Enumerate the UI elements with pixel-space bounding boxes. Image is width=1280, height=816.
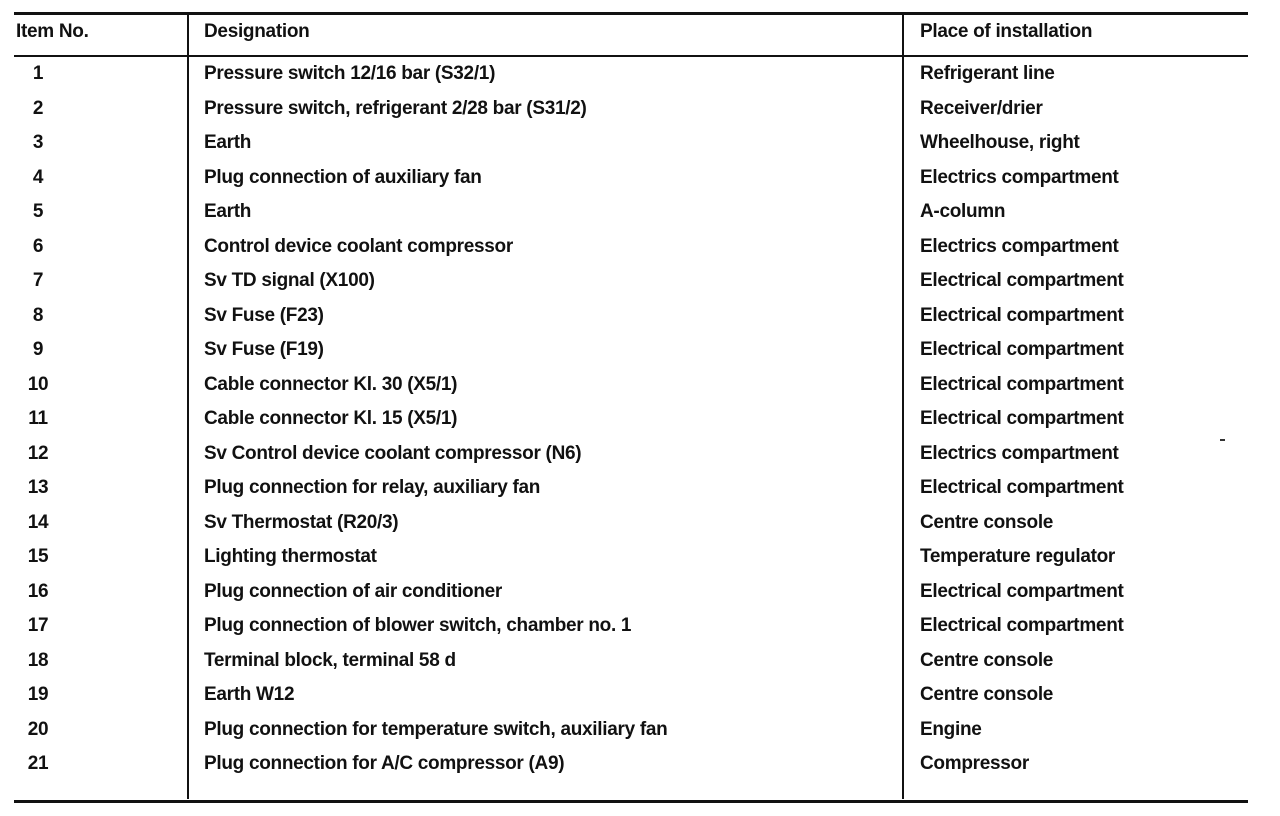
place-cell: Electrical compartment <box>920 304 1124 326</box>
designation-cell: Lighting thermostat <box>204 546 377 567</box>
table-row <box>14 336 1248 371</box>
table-row <box>14 750 1248 785</box>
place-cell: Electrical compartment <box>920 477 1124 498</box>
place-cell: Wheelhouse, right <box>920 132 1080 153</box>
item-number: 13 <box>27 477 49 498</box>
designation-cell: Earth W12 <box>204 684 295 705</box>
table-top-rule <box>14 12 1248 15</box>
table-bottom-rule <box>14 800 1248 803</box>
designation-cell: Control device coolant compressor <box>204 235 513 257</box>
place-cell: Engine <box>920 718 982 740</box>
designation-cell: Pressure switch, refrigerant 2/28 bar (S31/2) <box>204 97 587 119</box>
place-cell: Compressor <box>920 753 1029 774</box>
designation-cell: Sv Thermostat (R20/3) <box>204 511 399 533</box>
designation-cell: Sv Fuse (F23) <box>204 304 324 326</box>
item-number: 6 <box>32 235 44 257</box>
place-cell: A-column <box>920 201 1006 222</box>
header-item-no: Item No. <box>16 21 89 42</box>
item-number: 10 <box>27 373 49 395</box>
item-number: 8 <box>32 304 44 326</box>
header-rule <box>14 55 1248 57</box>
place-cell: Electrical compartment <box>920 615 1124 636</box>
table-row <box>14 198 1248 233</box>
place-cell: Electrical compartment <box>920 408 1124 429</box>
designation-cell: Plug connection of air conditioner <box>204 580 503 602</box>
designation-cell: Sv TD signal (X100) <box>204 270 375 291</box>
designation-cell: Terminal block, terminal 58 d <box>204 649 456 671</box>
table-row <box>14 60 1248 95</box>
item-number: 18 <box>27 649 49 671</box>
place-cell: Electrical compartment <box>920 580 1124 602</box>
place-cell: Centre console <box>920 649 1054 671</box>
designation-cell: Plug connection of blower switch, chamber no. 1 <box>204 615 632 636</box>
item-number: 19 <box>27 684 49 705</box>
place-cell: Centre console <box>920 511 1054 533</box>
table-row <box>14 164 1248 199</box>
designation-cell: Pressure switch 12/16 bar (S32/1) <box>204 63 496 84</box>
designation-cell: Plug connection for temperature switch, auxiliary fan <box>204 718 668 740</box>
table-row <box>14 474 1248 509</box>
table-row <box>14 405 1248 440</box>
item-number: 4 <box>32 166 44 188</box>
designation-cell: Cable connector Kl. 15 (X5/1) <box>204 408 458 429</box>
designation-cell: Plug connection for relay, auxiliary fan <box>204 477 541 498</box>
place-cell: Electrical compartment <box>920 339 1124 360</box>
table-row <box>14 267 1248 302</box>
table-row <box>14 681 1248 716</box>
item-number: 1 <box>32 63 44 84</box>
designation-cell: Plug connection of auxiliary fan <box>204 166 482 188</box>
item-number: 5 <box>32 201 44 222</box>
item-number: 11 <box>28 408 48 429</box>
table-row <box>14 543 1248 578</box>
table-row <box>14 509 1248 544</box>
item-number: 12 <box>27 442 49 464</box>
header-designation: Designation <box>204 21 310 42</box>
item-number: 7 <box>32 270 44 291</box>
place-cell: Refrigerant line <box>920 63 1055 84</box>
item-number: 17 <box>27 615 49 636</box>
table-row <box>14 371 1248 406</box>
table-row <box>14 716 1248 751</box>
item-number: 2 <box>32 97 44 119</box>
designation-cell: Earth <box>204 132 252 153</box>
designation-cell: Earth <box>204 201 252 222</box>
item-number: 21 <box>27 753 49 774</box>
item-number: 15 <box>27 546 49 567</box>
item-number: 3 <box>32 132 44 153</box>
place-cell: Electrical compartment <box>920 270 1124 291</box>
item-number: 9 <box>32 339 44 360</box>
place-cell: Receiver/drier <box>920 97 1043 119</box>
table-row <box>14 233 1248 268</box>
place-cell: Electrics compartment <box>920 166 1119 188</box>
table-row <box>14 95 1248 130</box>
designation-cell: Plug connection for A/C compressor (A9) <box>204 753 565 774</box>
designation-cell: Sv Control device coolant compressor (N6) <box>204 442 582 464</box>
place-cell: Electrics compartment <box>920 442 1119 464</box>
place-cell: Electrics compartment <box>920 235 1119 257</box>
table-body <box>14 60 1248 785</box>
table-row <box>14 129 1248 164</box>
header-place: Place of installation <box>920 21 1093 42</box>
place-cell: Electrical compartment <box>920 373 1124 395</box>
designation-cell: Sv Fuse (F19) <box>204 339 324 360</box>
designation-cell: Cable connector Kl. 30 (X5/1) <box>204 373 458 395</box>
table-row <box>14 578 1248 613</box>
table-row <box>14 302 1248 337</box>
item-number: 14 <box>27 511 49 533</box>
table-row <box>14 440 1248 475</box>
item-number: 20 <box>27 718 49 740</box>
installation-table <box>14 12 1248 802</box>
place-cell: Temperature regulator <box>920 546 1116 567</box>
item-number: 16 <box>27 580 49 602</box>
scan-speck <box>1220 439 1225 441</box>
table-row <box>14 647 1248 682</box>
table-row <box>14 612 1248 647</box>
place-cell: Centre console <box>920 684 1054 705</box>
